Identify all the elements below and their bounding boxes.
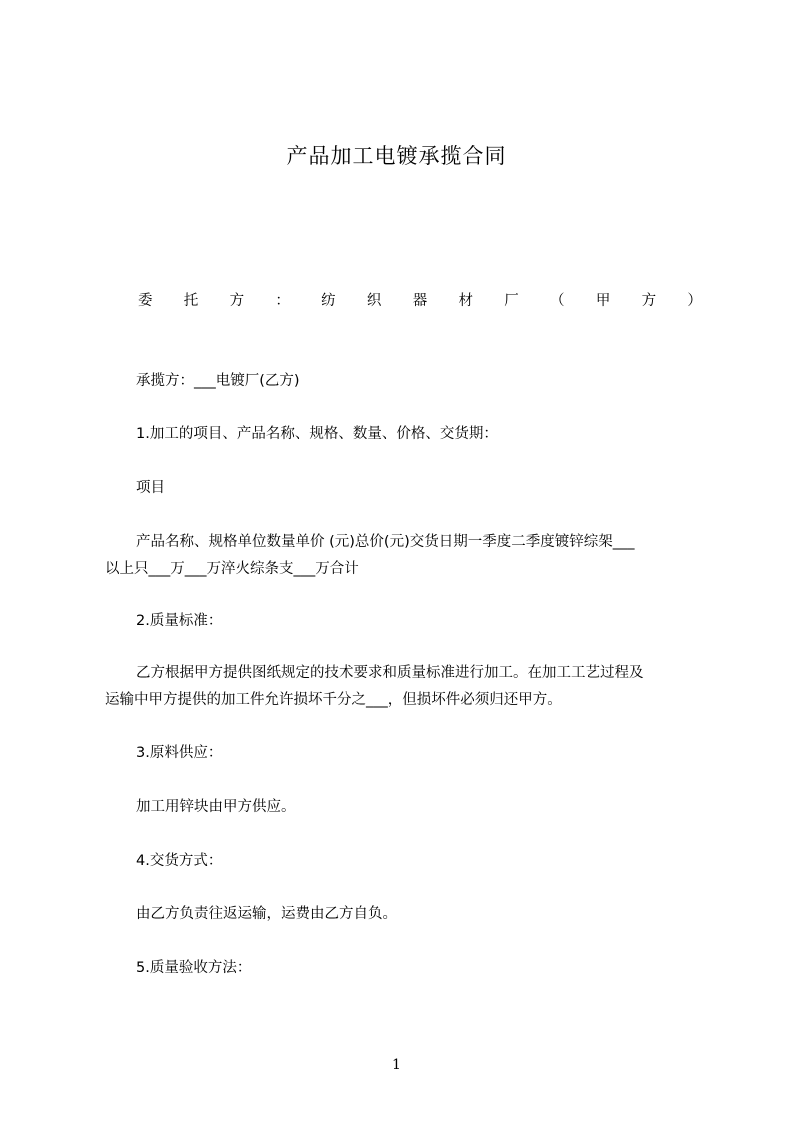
item-table-line-1: 产品名称、规格单位数量单价 (元)总价(元)交货日期一季度二季度镀锌综架___ [136,534,635,550]
party-a-char: 委 [138,293,153,309]
party-a-char: ： [275,293,290,309]
party-a-char: 托 [183,293,199,309]
item-label: 项目 [136,480,165,496]
page-number: 1 [392,1057,401,1073]
party-a-char: ） [687,293,702,309]
party-a-char: 材 [458,293,473,309]
section-3-text: 加工用锌块由甲方供应。 [136,799,296,815]
section-5-heading: 5.质量验收方法： [136,960,252,976]
section-2-paragraph-line-1: 乙方根据甲方提供图纸规定的技术要求和质量标准进行加工。在加工工艺过程及 [136,665,644,681]
party-a-char: 器 [412,293,428,309]
section-1-heading: 1.加工的项目、产品名称、规格、数量、价格、交货期： [136,426,498,442]
party-a-char: （ [550,293,565,309]
party-a-char: 方 [229,293,245,309]
party-b-line: 承揽方：___电镀厂(乙方) [136,373,300,389]
party-a-char: 方 [641,293,657,309]
party-a-char: 甲 [595,293,611,309]
item-table-line-2: 以上只___万___万淬火综条支___万合计 [105,561,359,577]
party-a-char: 纺 [321,293,336,309]
section-2-heading: 2.质量标准： [136,613,223,629]
section-4-heading: 4.交货方式： [136,853,223,869]
party-a-char: 厂 [504,293,519,309]
party-a-char: 织 [366,293,382,309]
document-title: 产品加工电镀承揽合同 [286,144,507,168]
section-3-heading: 3.原料供应： [136,745,223,761]
section-2-paragraph-line-2: 运输中甲方提供的加工件允许损坏千分之___，但损坏件必须归还甲方。 [105,692,562,708]
section-4-text: 由乙方负责往返运输，运费由乙方自负。 [136,906,397,922]
party-a-line [138,291,702,311]
